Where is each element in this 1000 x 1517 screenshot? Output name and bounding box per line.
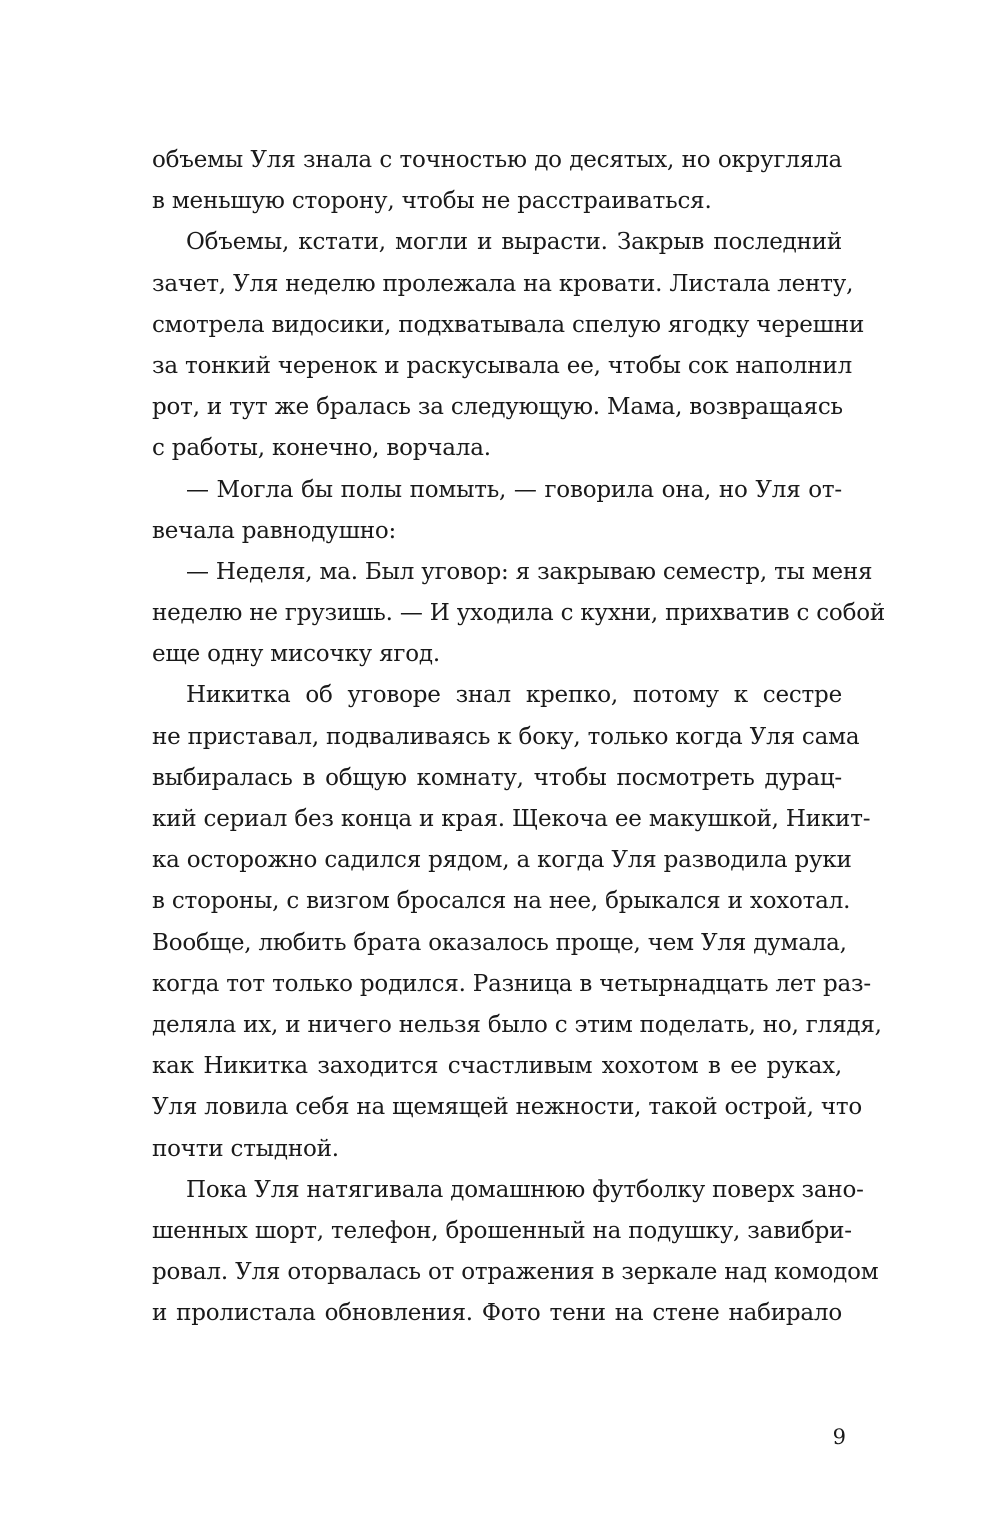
- text-line: когда тот только родился. Разница в четырнадцать лет раз-: [152, 970, 871, 997]
- text-line: ровал. Уля оторвалась от отражения в зеркале над комодом: [152, 1259, 879, 1286]
- text-line: Уля ловила себя на щемящей нежности, такой острой, что: [152, 1094, 863, 1121]
- text-line: Пока Уля натягивала домашнюю футболку поверх зано-: [186, 1176, 864, 1203]
- text-line: Никитка об уговоре знал крепко, потому к сестре: [186, 682, 842, 709]
- text-line: и пролистала обновления. Фото тени на стене набирало: [152, 1300, 842, 1327]
- text-line: вечала равнодушно:: [152, 517, 397, 544]
- text-line: шенных шорт, телефон, брошенный на подушку, завибри-: [152, 1217, 852, 1244]
- text-line: выбиралась в общую комнату, чтобы посмотреть дурац-: [152, 764, 842, 791]
- text-line: не приставал, подваливаясь к боку, только когда Уля сама: [152, 723, 860, 750]
- text-line: объемы Уля знала с точностью до десятых, но округляла: [152, 147, 842, 173]
- text-line: рот, и тут же бралась за следующую. Мама, возвращаясь: [152, 394, 843, 421]
- text-line: почти стыдной.: [152, 1135, 339, 1162]
- page-number: 9: [832, 1425, 846, 1449]
- text-line: за тонкий черенок и раскусывала ее, чтобы сок наполнил: [152, 352, 852, 379]
- text-line: в меньшую сторону, чтобы не расстраиваться.: [152, 188, 712, 215]
- text-line: Вообще, любить брата оказалось проще, чем Уля думала,: [152, 929, 847, 956]
- body-text: [152, 140, 886, 1334]
- text-line: смотрела видосики, подхватывала спелую ягодку черешни: [152, 311, 865, 338]
- text-line: еще одну мисочку ягод.: [152, 641, 440, 668]
- text-line: кий сериал без конца и края. Щекоча ее макушкой, Никит-: [152, 806, 871, 832]
- text-line: как Никитка заходится счастливым хохотом в ее руках,: [152, 1053, 842, 1080]
- text-line: зачет, Уля неделю пролежала на кровати. Листала ленту,: [152, 270, 854, 297]
- text-line: ка осторожно садился рядом, а когда Уля разводила руки: [152, 847, 852, 874]
- text-line: Объемы, кстати, могли и вырасти. Закрыв последний: [186, 229, 842, 256]
- text-line: неделю не грузишь. — И уходила с кухни, прихватив с собой: [152, 600, 886, 627]
- text-line: — Могла бы полы помыть, — говорила она, но Уля от-: [186, 476, 842, 503]
- text-line: с работы, конечно, ворчала.: [152, 435, 491, 462]
- text-line: деляла их, и ничего нельзя было с этим поделать, но, глядя,: [152, 1011, 882, 1038]
- text-line: — Неделя, ма. Был уговор: я закрываю семестр, ты меня: [186, 558, 873, 585]
- text-line: в стороны, с визгом бросался на нее, брыкался и хохотал.: [152, 888, 851, 915]
